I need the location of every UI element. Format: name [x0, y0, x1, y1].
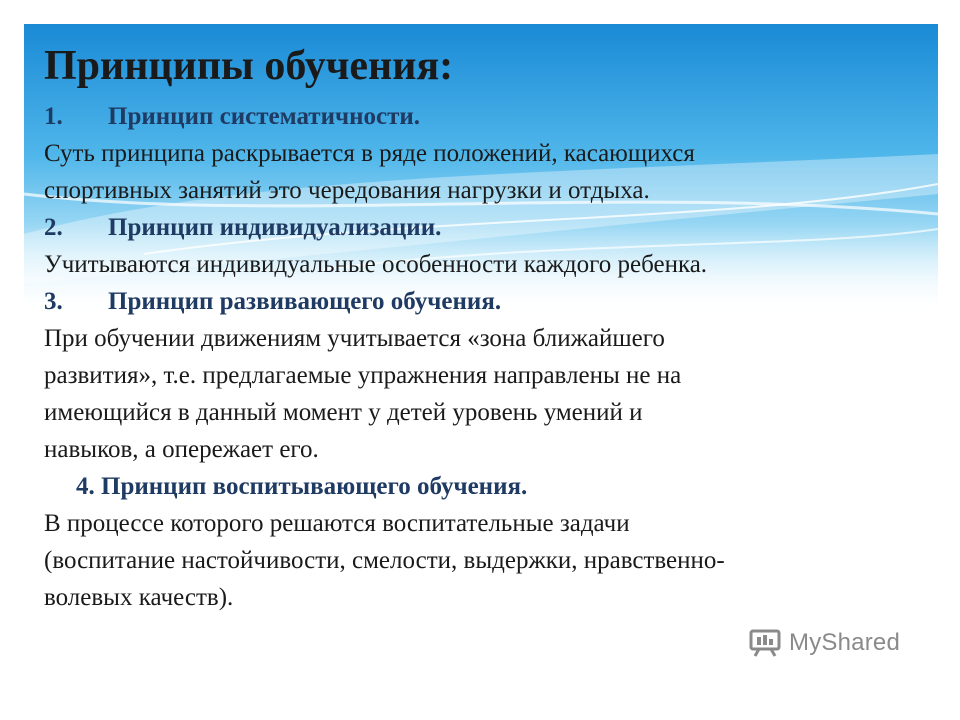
principle-number: 1.: [44, 103, 63, 130]
principle-text-line: имеющийся в данный момент у детей уровень умений и: [44, 399, 643, 426]
principle-text-line: Учитываются индивидуальные особенности каждого ребенка.: [44, 251, 708, 278]
slide-content: [44, 40, 924, 616]
principle-heading: [44, 468, 924, 505]
principle-number: 3.: [44, 288, 63, 315]
slide: [24, 24, 938, 684]
myshared-logo-icon: [749, 628, 783, 658]
principle-heading: [44, 209, 924, 246]
principle-3: [44, 283, 924, 468]
principle-text-line: При обучении движениям учитывается «зона ближайшего: [44, 325, 665, 352]
principle-text-line: развития», т.е. предлагаемые упражнения направлены не на: [44, 362, 682, 389]
principle-1: [44, 98, 924, 209]
principle-number: 4.: [76, 473, 95, 500]
principle-heading: [44, 283, 924, 320]
watermark-text: MyShared: [789, 629, 900, 656]
principle-text-line: спортивных занятий это чередования нагрузки и отдыха.: [44, 177, 650, 204]
principle-2: [44, 209, 924, 283]
principle-4: [44, 468, 924, 616]
principle-text-line: навыков, а опережает его.: [44, 436, 319, 463]
principle-title: Принцип развивающего обучения.: [108, 288, 502, 315]
principle-title: Принцип систематичности.: [108, 103, 421, 130]
principle-title: Принцип индивидуализации.: [108, 214, 442, 241]
principle-text-line: (воспитание настойчивости, смелости, выдержки, нравственно-: [44, 547, 725, 574]
principle-number: 2.: [44, 214, 63, 241]
principle-text-line: волевых качеств).: [44, 584, 234, 611]
principle-title: Принцип воспитывающего обучения.: [101, 473, 528, 500]
myshared-watermark: [749, 628, 900, 658]
principle-text-line: Суть принципа раскрывается в ряде положений, касающихся: [44, 140, 695, 167]
slide-title: Принципы обучения:: [44, 43, 454, 89]
principle-heading: [44, 98, 924, 135]
principle-text-line: В процессе которого решаются воспитательные задачи: [44, 510, 630, 537]
